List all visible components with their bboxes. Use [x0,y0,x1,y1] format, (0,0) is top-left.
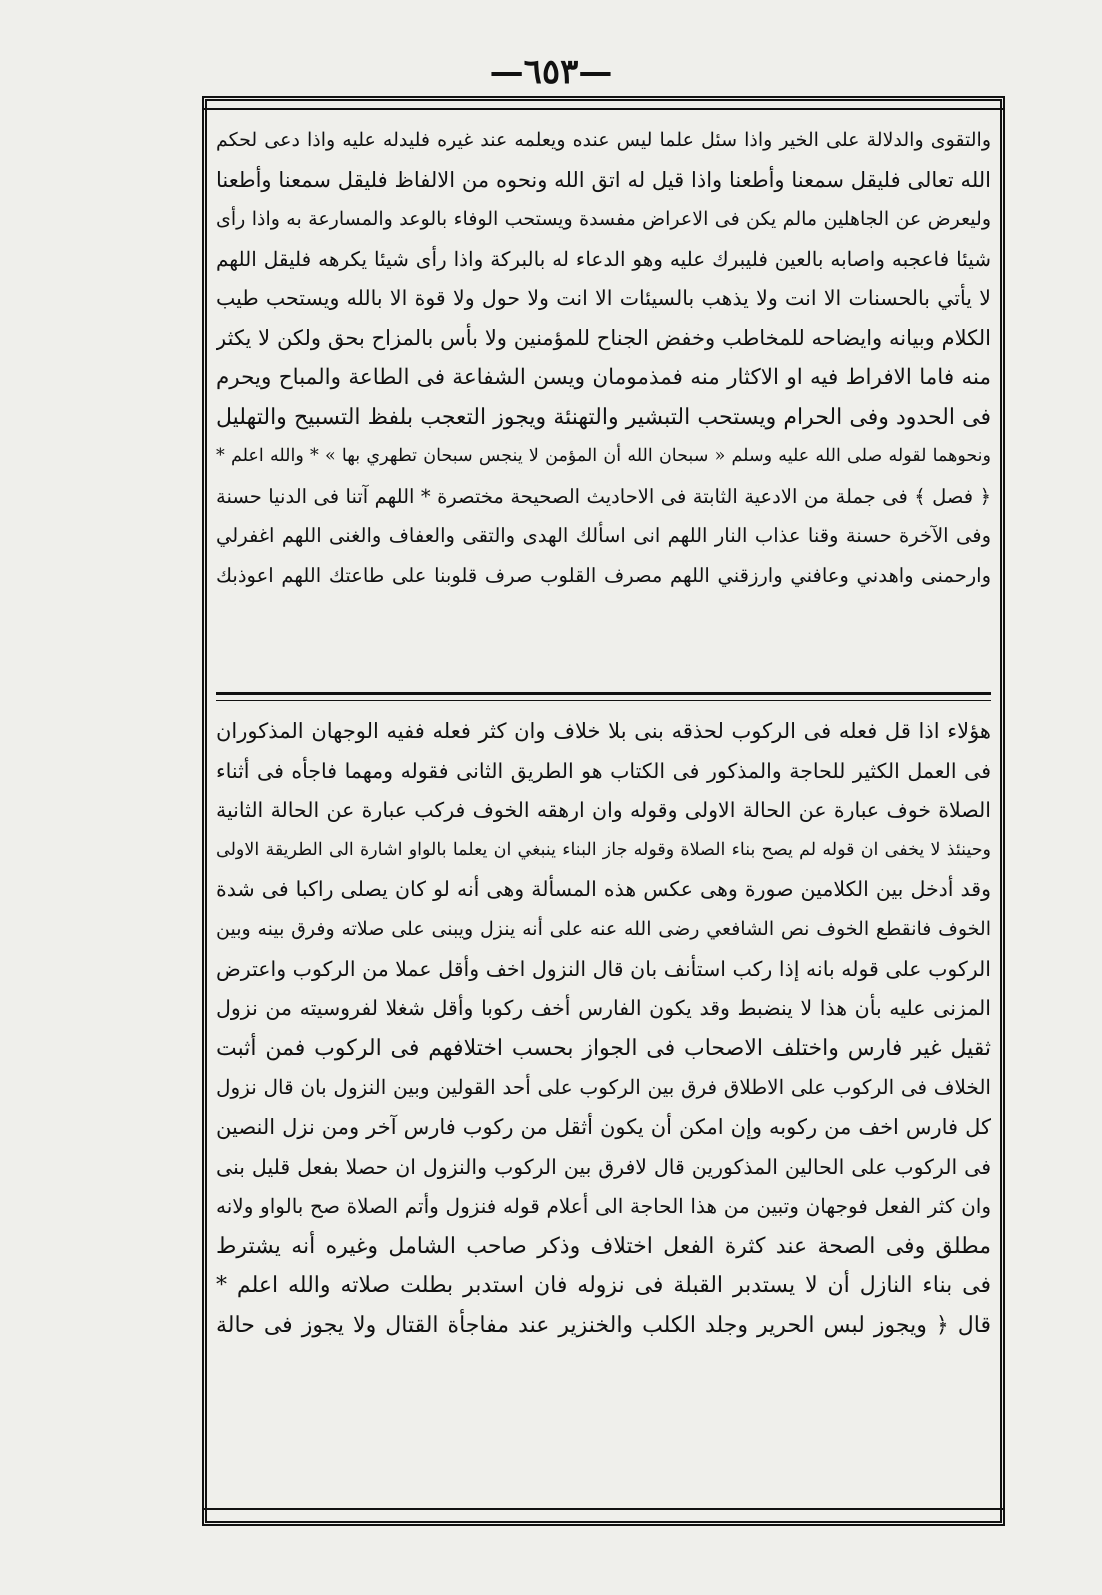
text-line: ﴿ فصل ﴾ فى جملة من الادعية الثابتة فى الاحاديث الصحيحة مختصرة * اللهم آتنا فى الدنيا حسنة [216,484,991,508]
text-line: فى الحدود وفى الحرام ويستحب التبشير والتهنئة ويجوز التعجب بلفظ التسبيح والتهليل [216,404,991,430]
text-line: فى العمل الكثير للحاجة والمذكور فى الكتاب هو الطريق الثانى فقوله ومهما فاجأه فى أثناء [216,758,991,783]
text-line: المزنى عليه بأن هذا لا ينضبط وقد يكون الفارس أخف ركوبا وأقل شغلا لفروسيته من نزول [216,996,991,1021]
text-line: مطلق وفى الصحة عند كثرة الفعل اختلاف وذكر صاحب الشامل وغيره أنه يشترط [216,1233,991,1259]
commentary-text [216,712,991,1346]
text-line: شيئا فاعجبه واصابه بالعين فليبرك عليه وهو الدعاء له بالبركة واذا رأى شيئا يكرهه فليقل اللهم [216,246,991,271]
page-number: —٦٥٣— [489,52,613,92]
text-line: قال ﴿ ويجوز لبس الحرير وجلد الكلب والخنزير عند مفاجأة القتال ولا يجوز فى حالة [216,1312,991,1338]
text-line: منه فاما الافراط فيه او الاكثار منه فمذمومان ويسن الشفاعة فى الطاعة والمباح ويحرم [216,365,991,390]
main-text [216,121,991,595]
text-line: وارحمنى واهدني وعافني وارزقني اللهم مصرف القلوب صرف قلوبنا على طاعتك اللهم اعوذبك [216,563,991,587]
text-line: والتقوى والدلالة على الخير واذا سئل علما ليس عنده ويعلمه عند غيره فليدله عليه واذا دعى لحكم [216,129,991,151]
text-line: وقد أدخل بين الكلامين صورة وهى عكس هذه المسألة وهى أنه لو كان يصلى راكبا فى شدة [216,877,991,902]
section-divider-thin [216,700,991,701]
text-line: لا يأتي بالحسنات الا انت ولا يذهب بالسيئات الا انت ولا حول ولا قوة الا بالله ويستحب طيب [216,286,991,310]
text-line: الصلاة خوف عبارة عن الحالة الاولى وقوله وان ارهقه الخوف فركب عبارة عن الحالة الثانية [216,798,991,823]
text-line: ونحوهما لقوله صلى الله عليه وسلم « سبحان الله أن المؤمن لا ينجس سبحان تطهري بها » * والله اعلم * [216,446,991,466]
text-line: كل فارس اخف من ركوبه وإن امكن أن يكون أثقل من ركوب فارس آخر ومن نزل النصين [216,1114,991,1139]
text-line: وحينئذ لا يخفى ان قوله لم يصح بناء الصلاة وقوله جاز البناء ينبغي ان يعلما بالواو اشارة الى الطريقة الاولى [216,839,991,860]
text-line: وان كثر الفعل فوجهان وتبين من هذا الحاجة الى أعلام قوله فنزول وأتم الصلاة صح بالواو ولانه [216,1194,991,1219]
text-line: وليعرض عن الجاهلين مالم يكن فى الاعراض مفسدة ويستحب الوفاء بالوعد والمسارعة به واذا رأى [216,208,991,230]
section-divider [216,692,991,695]
frame-rule-top [202,108,1005,110]
text-line: ثقيل غير فارس واختلف الاصحاب فى الجواز بحسب اختلافهم فى الركوب فمن أثبت [216,1035,991,1061]
text-line: الخوف فانقطع الخوف نص الشافعي رضى الله عنه على أنه ينزل ويبنى على صلاته وفرق بينه وبين [216,917,991,940]
text-line: فى بناء النازل أن لا يستدبر القبلة فى نزوله فان استدبر بطلت صلاته والله اعلم * [216,1273,991,1299]
frame-rule-bottom [202,1508,1005,1510]
text-line: الله تعالى فليقل سمعنا وأطعنا واذا قيل له اتق الله ونحوه من الالفاظ فليقل سمعنا وأطعنا [216,167,991,192]
text-line: الركوب على قوله بانه إذا ركب استأنف بان قال النزول اخف وأقل عملا من الركوب واعترض [216,956,991,981]
text-line: فى الركوب على الحالين المذكورين قال لافرق بين الركوب والنزول ان حصلا بفعل قليل بنى [216,1154,991,1179]
text-line: الخلاف فى الركوب على الاطلاق فرق بين الركوب على أحد القولين وبين النزول بان قال نزول [216,1075,991,1100]
text-line: هؤلاء اذا قل فعله فى الركوب لحذقه بنى بلا خلاف وان كثر فعله ففيه الوجهان المذكوران [216,719,991,743]
text-line: وفى الآخرة حسنة وقنا عذاب النار اللهم انى اسألك الهدى والتقى والعفاف والغنى اللهم اغفرلي [216,524,991,547]
text-line: الكلام وبيانه وايضاحه للمخاطب وخفض الجناح للمؤمنين ولا بأس بالمزاح بحق ولكن لا يكثر [216,325,991,350]
